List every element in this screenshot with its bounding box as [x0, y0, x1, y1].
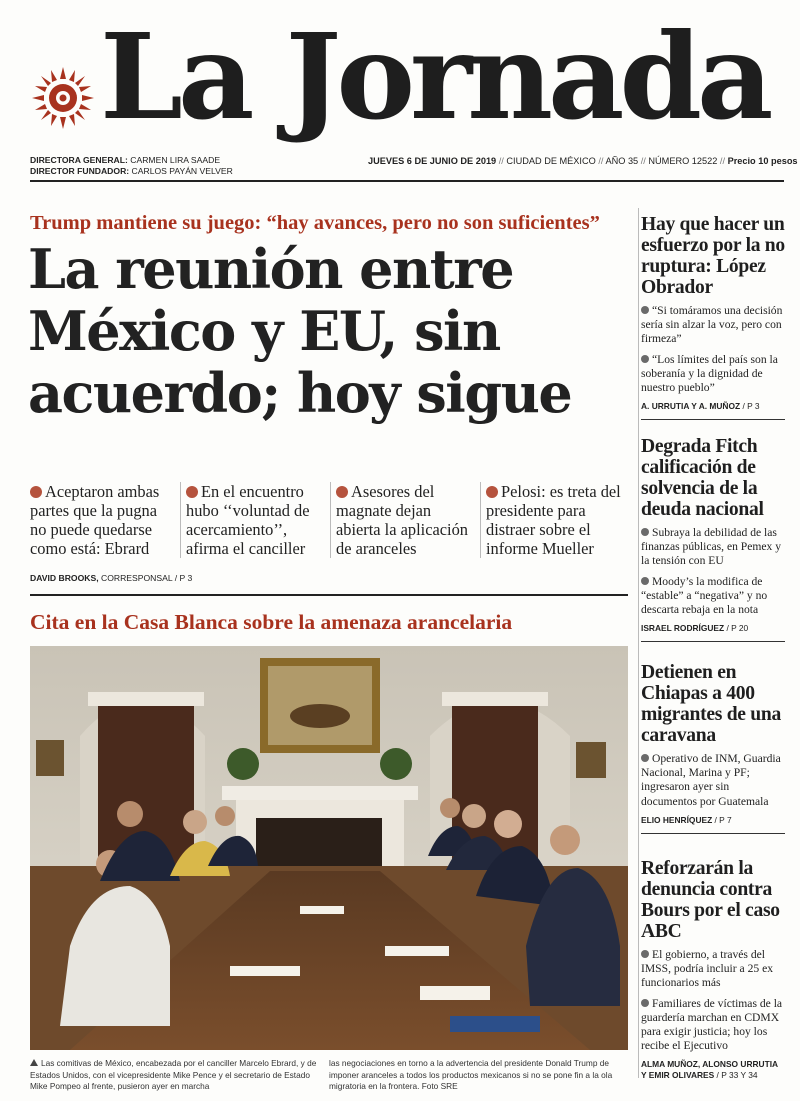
bullet-text: Aceptaron ambas partes que la pugna no puede quedarse como está: Ebrard: [30, 482, 160, 558]
story-bullet: [641, 304, 785, 347]
story-title[interactable]: Reforzarán la denuncia contra Bours por el caso ABC: [641, 858, 780, 942]
column-divider: [638, 208, 639, 1078]
bullet-text: Pelosi: es treta del presidente para distraer sobre el informe Mueller: [486, 482, 621, 558]
bullet-text: “Si tomáramos una decisión sería sin alzar la voz, pero con firmeza”: [641, 304, 783, 346]
caption-text: Las comitivas de México, encabezada por el canciller Marcelo Ebrard, y de Estados Unidos, con el vicepresidente Mike Pence y el secretario de Estado Mike Pompeo al frente, pusieron ayer en marcha: [30, 1058, 317, 1091]
issue-date: JUEVES 6 DE JUNIO DE 2019: [368, 156, 497, 166]
story-bullet: [641, 526, 785, 569]
bullet-text: Familiares de víctimas de la guardería marchan en CDMX para exigir justicia; hoy los recibe el Ejecutivo: [641, 996, 783, 1053]
separator: //: [598, 156, 604, 166]
issue-city: CIUDAD DE MÉXICO: [506, 156, 596, 166]
byline-author: A. URRUTIA Y A. MUÑOZ: [641, 401, 741, 412]
byline-page: / P 7: [714, 814, 732, 825]
bullet-dot-icon: [641, 754, 649, 762]
bullet-text: En el encuentro hubo ‘‘voluntad de acercamiento’’, afirma el canciller: [186, 482, 310, 558]
bullet-text: “Los límites del país son la soberanía y la dignidad de nuestro pueblo”: [641, 352, 778, 395]
story-bullet: [641, 948, 785, 991]
caption-triangle-icon: [30, 1059, 38, 1066]
story-title[interactable]: Detienen en Chiapas a 400 migrantes de una caravana: [641, 662, 781, 746]
dateline: [368, 156, 798, 166]
byline-page: / P 33 Y 34: [716, 1070, 758, 1081]
photo-kicker[interactable]: Cita en la Casa Blanca sobre la amenaza arancelaria: [30, 610, 513, 634]
issue-price: Precio 10 pesos: [727, 156, 798, 166]
bullet-text: Asesores del magnate dejan abierta la aplicación de aranceles: [336, 482, 468, 558]
bullet-dot-icon: [641, 528, 649, 536]
bullet-text: El gobierno, a través del IMSS, podría incluir a 25 ex funcionarios más: [641, 948, 774, 990]
story-byline: [641, 1059, 785, 1081]
bullet-text: Subraya la debilidad de las finanzas públicas, en Pemex y la tensión con EU: [641, 526, 782, 568]
bullet-dot-icon: [641, 950, 649, 958]
caption-right: las negociaciones en torno a la advertencia del presidente Donald Trump de imponer aranceles a todos los productos mexicanos si no se pone fin a la ola migratoria en la frontera. Foto SRE: [329, 1058, 613, 1091]
bullet-dot-icon: [641, 577, 649, 585]
story-byline: [641, 401, 785, 412]
staff-role: DIRECTORA GENERAL:: [30, 155, 128, 165]
masthead: [0, 0, 800, 200]
story-bullet: [641, 575, 785, 618]
staff-role: DIRECTOR FUNDADOR:: [30, 166, 130, 176]
staff-name: CARLOS PAYÁN VELVER: [131, 166, 233, 176]
story-title[interactable]: Hay que hacer un esfuerzo por la no ruptura: López Obrador: [641, 214, 785, 298]
sidebar-story[interactable]: [641, 214, 785, 420]
sun-logo-icon: [30, 65, 96, 131]
newspaper-logo[interactable]: La Jornada: [100, 7, 769, 146]
bullet-dot-icon: [641, 355, 649, 363]
separator: //: [719, 156, 726, 166]
staff-name: CARMEN LIRA SAADE: [130, 155, 221, 165]
story-bullet: [641, 353, 785, 396]
bullet-dot-icon: [486, 486, 498, 498]
photo-caption: [30, 1058, 628, 1093]
lead-bullet: [180, 482, 330, 558]
lead-byline: [30, 573, 192, 583]
byline-author: ALMA MUÑOZ, ALONSO URRUTIA Y EMIR OLIVARES: [641, 1059, 778, 1081]
bullet-dot-icon: [186, 486, 198, 498]
bullet-dot-icon: [336, 486, 348, 498]
story-divider: [641, 833, 785, 834]
issue-year: AÑO 35: [605, 156, 639, 166]
byline-author: ELIO HENRÍQUEZ: [641, 814, 713, 825]
issue-number: NÚMERO 12522: [648, 156, 718, 166]
masthead-divider: [30, 180, 784, 182]
lead-photo[interactable]: [30, 646, 628, 1050]
staff-credits: [30, 155, 233, 177]
story-title[interactable]: Degrada Fitch calificación de solvencia de la deuda nacional: [641, 436, 764, 520]
bullet-dot-icon: [30, 486, 42, 498]
bullet-text: Moody’s la modifica de “estable” a “negativa” y no descarta rebaja en la nota: [641, 574, 768, 617]
lead-bullet: [30, 482, 180, 558]
section-divider: [30, 594, 628, 596]
story-divider: [641, 419, 785, 420]
sidebar-story[interactable]: [641, 858, 785, 1081]
story-byline: [641, 623, 785, 634]
meeting-photo-illustration: [30, 646, 628, 1050]
byline-page: CORRESPONSAL / P 3: [101, 573, 193, 583]
byline-author: ISRAEL RODRÍGUEZ: [641, 623, 725, 634]
lead-bullet: [330, 482, 480, 558]
caption-left: [30, 1058, 329, 1093]
byline-page: / P 20: [726, 623, 749, 634]
sidebar-story[interactable]: [641, 662, 785, 834]
story-bullet: [641, 997, 785, 1054]
story-divider: [641, 641, 785, 642]
separator: //: [640, 156, 646, 166]
lead-bullet: [480, 482, 630, 558]
story-byline: [641, 815, 785, 826]
bullet-dot-icon: [641, 306, 649, 314]
bullet-dot-icon: [641, 999, 649, 1007]
bullet-text: Operativo de INM, Guardia Nacional, Marina y PF; ingresaron ayer sin documentos por Guatemala: [641, 752, 781, 808]
story-bullet: [641, 752, 785, 809]
byline-page: / P 3: [742, 401, 760, 412]
lead-bullets: [30, 482, 630, 558]
lead-kicker[interactable]: Trump mantiene su juego: “hay avances, pero no son suficientes”: [30, 212, 600, 234]
lead-headline[interactable]: La reunión entre México y EU, sin acuerdo; hoy sigue: [28, 237, 572, 425]
byline-author: DAVID BROOKS,: [30, 573, 99, 583]
sidebar-story[interactable]: [641, 436, 785, 642]
separator: //: [498, 156, 504, 166]
